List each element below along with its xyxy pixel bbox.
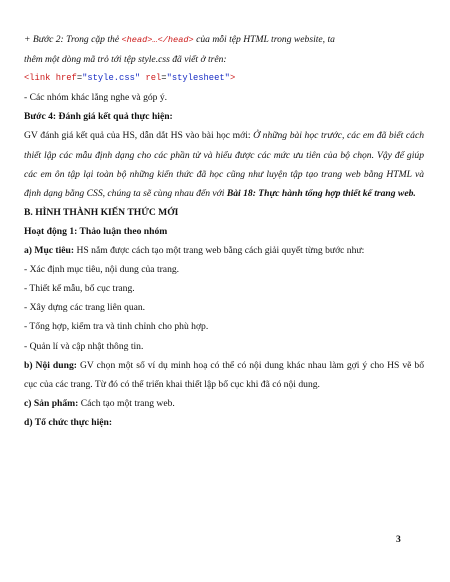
product-label: c) Sản phẩm: bbox=[24, 397, 79, 409]
content-text: GV chọn một số ví dụ minh hoạ có thể có nội dung khác nhau làm gợi ý cho HS vẽ bố cục của các trang. Từ đó có thể triển khai thiết lập bố cục khi đã có nội dung. bbox=[24, 359, 425, 390]
product-paragraph bbox=[24, 394, 424, 413]
code-eq: = bbox=[76, 73, 83, 84]
head-tag-code: <head>…</head> bbox=[121, 35, 194, 45]
list-item: - Thiết kế mẫu, bố cục trang. bbox=[24, 283, 135, 295]
step2-line2: thêm một dòng mã trỏ tới tệp style.css đã viết ở trên: bbox=[24, 54, 227, 66]
step4-heading: Bước 4: Đánh giá kết quả thực hiện: bbox=[24, 111, 173, 123]
list-item: - Xác định mục tiêu, nội dung của trang. bbox=[24, 264, 180, 276]
product-text: Cách tạo một trang web. bbox=[78, 397, 175, 409]
page-body bbox=[24, 30, 424, 432]
section-heading: B. HÌNH THÀNH KIẾN THỨC MỚI bbox=[24, 206, 179, 218]
list-item: - Tổng hợp, kiểm tra và tinh chỉnh cho phù hợp. bbox=[24, 321, 209, 333]
code-open: <link bbox=[24, 73, 56, 84]
organize-heading: d) Tổ chức thực hiện: bbox=[24, 416, 113, 428]
list-item: - Quản lí và cập nhật thông tin. bbox=[24, 340, 144, 352]
list-item: - Xây dựng các trang liên quan. bbox=[24, 302, 146, 314]
code-val-style: "style.css" bbox=[82, 73, 141, 84]
code-attr-rel: rel bbox=[145, 73, 162, 84]
goal-paragraph bbox=[24, 241, 424, 260]
step4-paragraph bbox=[24, 126, 424, 202]
step4-plain: GV đánh giá kết quả của HS, dẫn dắt HS vào bài học mới: bbox=[24, 130, 254, 142]
goal-text: HS nắm được cách tạo một trang web bằng cách giải quyết từng bước như: bbox=[74, 245, 365, 257]
group-listen-line: - Các nhóm khác lắng nghe và góp ý. bbox=[24, 92, 168, 104]
step2-prefix: + Bước 2: Trong cặp thẻ bbox=[24, 34, 122, 45]
code-close: > bbox=[229, 73, 236, 84]
code-val-stylesheet: "stylesheet" bbox=[166, 73, 230, 84]
link-code-line bbox=[24, 69, 424, 88]
page-number: 3 bbox=[396, 534, 401, 545]
code-eq: = bbox=[161, 73, 167, 84]
code-attr-href: href bbox=[55, 73, 77, 84]
lesson-18-title: Bài 18: Thực hành tổng hợp thiết kế trang web. bbox=[226, 187, 416, 199]
content-paragraph bbox=[24, 356, 424, 394]
goal-label: a) Mục tiêu: bbox=[24, 245, 75, 257]
step4-italic: Ở những bài học trước, các em đã biết cách thiết lập các mẫu định dạng cho các phần tử và hiểu được các mức ưu tiên của bộ chọn. Vậy để giúp các em ôn tập lại toàn bộ những kiến thức đã học cũng như luyện tập tạo trang web bằng HTML và định dạng bằng CSS, chúng ta sẽ cùng nhau đến với bbox=[24, 130, 424, 199]
step2-paragraph bbox=[24, 30, 424, 69]
content-label: b) Nội dung: bbox=[24, 359, 77, 371]
step2-rest: của mỗi tệp HTML trong website, ta bbox=[193, 34, 335, 45]
activity-heading: Hoạt động 1: Thảo luận theo nhóm bbox=[24, 225, 168, 237]
